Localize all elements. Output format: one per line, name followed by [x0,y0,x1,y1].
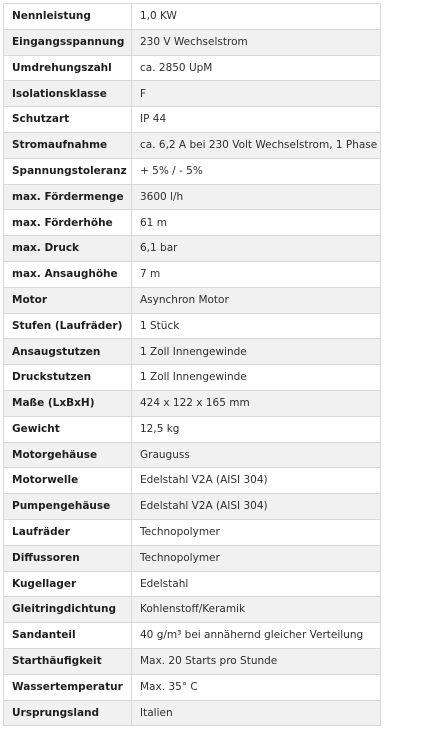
spec-label: Eingangsspannung [4,29,132,55]
spec-value: Edelstahl V2A (AISI 304) [132,494,381,520]
spec-row [4,597,381,623]
spec-label: max. Druck [4,236,132,262]
spec-label: Gewicht [4,416,132,442]
spec-value: Max. 35° C [132,674,381,700]
spec-row [4,210,381,236]
spec-row [4,107,381,133]
spec-row [4,648,381,674]
spec-row [4,545,381,571]
spec-value: 12,5 kg [132,416,381,442]
spec-value: ca. 2850 UpM [132,55,381,81]
spec-value: 424 x 122 x 165 mm [132,390,381,416]
spec-label: Diffussoren [4,545,132,571]
spec-label: Sandanteil [4,623,132,649]
spec-label: Pumpengehäuse [4,494,132,520]
spec-label: Umdrehungszahl [4,55,132,81]
spec-label: Stufen (Laufräder) [4,313,132,339]
spec-row [4,339,381,365]
spec-value: IP 44 [132,107,381,133]
spec-value: 40 g/m³ bei annähernd gleicher Verteilung [132,623,381,649]
spec-value: 1 Zoll Innengewinde [132,339,381,365]
spec-row [4,468,381,494]
spec-row [4,29,381,55]
spec-row [4,674,381,700]
spec-row [4,571,381,597]
spec-row [4,261,381,287]
spec-row [4,132,381,158]
spec-label: Ansaugstutzen [4,339,132,365]
spec-label: Ursprungsland [4,700,132,726]
spec-value: Technopolymer [132,519,381,545]
spec-label: Kugellager [4,571,132,597]
spec-row [4,700,381,726]
spec-row [4,287,381,313]
spec-value: 6,1 bar [132,236,381,262]
spec-row [4,81,381,107]
spec-value: 61 m [132,210,381,236]
spec-value: Italien [132,700,381,726]
spec-label: Druckstutzen [4,365,132,391]
spec-label: Laufräder [4,519,132,545]
spec-value: Edelstahl V2A (AISI 304) [132,468,381,494]
spec-row [4,494,381,520]
spec-value: ca. 6,2 A bei 230 Volt Wechselstrom, 1 Phase [132,132,381,158]
spec-table-body [4,4,381,726]
spec-value: 1 Stück [132,313,381,339]
spec-label: Motorwelle [4,468,132,494]
spec-row [4,365,381,391]
spec-row [4,4,381,30]
spec-row [4,158,381,184]
spec-row [4,390,381,416]
spec-row [4,416,381,442]
spec-label: max. Fördermenge [4,184,132,210]
spec-row [4,623,381,649]
spec-value: 1,0 KW [132,4,381,30]
spec-row [4,184,381,210]
spec-table [3,3,381,726]
spec-label: Schutzart [4,107,132,133]
spec-label: Gleitringdichtung [4,597,132,623]
spec-row [4,55,381,81]
spec-label: Nennleistung [4,4,132,30]
spec-row [4,313,381,339]
spec-label: Motor [4,287,132,313]
spec-label: Wassertemperatur [4,674,132,700]
spec-label: Maße (LxBxH) [4,390,132,416]
spec-label: max. Ansaughöhe [4,261,132,287]
spec-label: Spannungstoleranz [4,158,132,184]
spec-row [4,519,381,545]
spec-label: Motorgehäuse [4,442,132,468]
spec-value: 230 V Wechselstrom [132,29,381,55]
spec-value: 3600 l/h [132,184,381,210]
spec-label: Stromaufnahme [4,132,132,158]
spec-value: Grauguss [132,442,381,468]
spec-row [4,442,381,468]
spec-row [4,236,381,262]
spec-label: max. Förderhöhe [4,210,132,236]
spec-value: 1 Zoll Innengewinde [132,365,381,391]
spec-label: Starthäufigkeit [4,648,132,674]
spec-value: Asynchron Motor [132,287,381,313]
spec-value: Edelstahl [132,571,381,597]
spec-label: Isolationsklasse [4,81,132,107]
spec-value: F [132,81,381,107]
spec-value: 7 m [132,261,381,287]
spec-value: + 5% / - 5% [132,158,381,184]
spec-value: Kohlenstoff/Keramik [132,597,381,623]
spec-value: Max. 20 Starts pro Stunde [132,648,381,674]
spec-value: Technopolymer [132,545,381,571]
